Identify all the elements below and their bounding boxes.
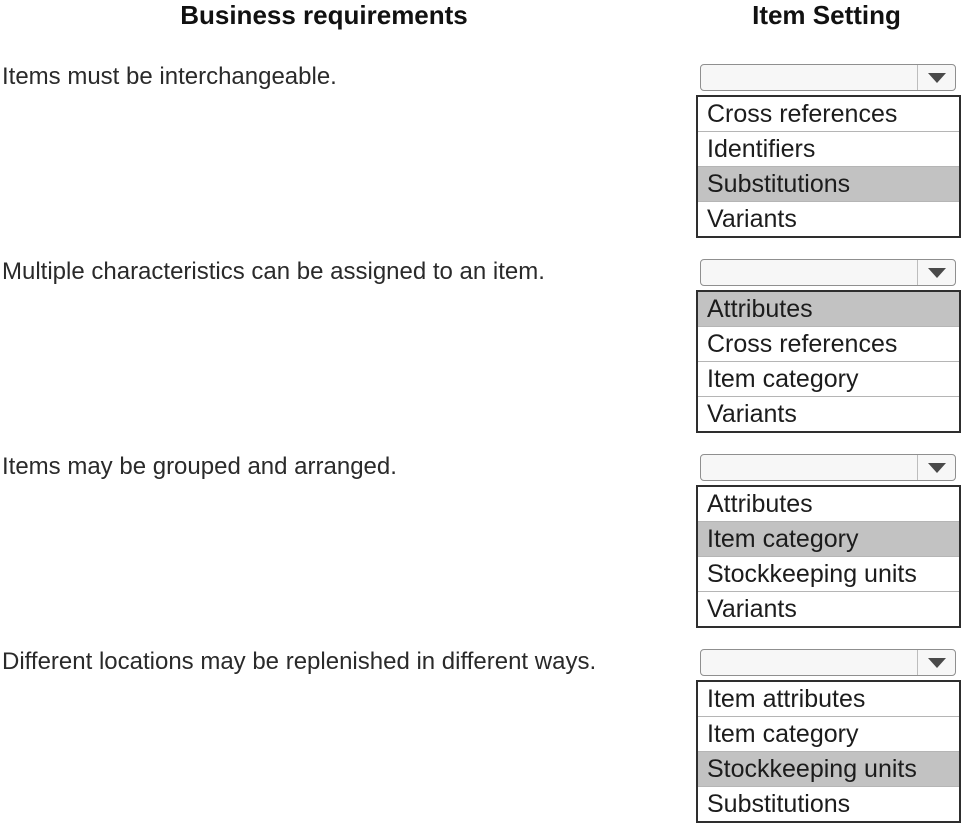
dropdown-options-list xyxy=(696,485,961,628)
dropdown-option[interactable]: Stockkeeping units xyxy=(698,751,959,786)
requirement-row xyxy=(0,253,963,448)
requirement-label: Different locations may be replenished in different ways. xyxy=(2,648,597,675)
requirement-label: Items must be interchangeable. xyxy=(2,63,337,90)
column-header-item-setting: Item Setting xyxy=(752,0,901,30)
dropdown-option[interactable]: Variants xyxy=(698,201,959,236)
requirement-row xyxy=(0,58,963,253)
dropdown-arrow-button[interactable] xyxy=(917,455,955,480)
dropdown-option[interactable]: Attributes xyxy=(707,490,813,518)
dropdown-option[interactable]: Item category xyxy=(698,361,959,396)
select-value xyxy=(701,260,917,285)
dropdown-arrow-button[interactable] xyxy=(917,260,955,285)
select-value xyxy=(701,650,917,675)
requirement-row xyxy=(0,448,963,643)
dropdown-option[interactable]: Cross references xyxy=(707,100,898,128)
chevron-down-icon xyxy=(928,658,946,668)
dropdown-option[interactable]: Item category xyxy=(698,521,959,556)
dropdown-option[interactable]: Item category xyxy=(698,716,959,751)
dropdown-option[interactable]: Cross references xyxy=(698,326,959,361)
select-value xyxy=(701,65,917,90)
dropdown-arrow-button[interactable] xyxy=(917,65,955,90)
dropdown-option[interactable]: Attributes xyxy=(698,292,959,326)
chevron-down-icon xyxy=(928,463,946,473)
column-header-business-requirements: Business requirements xyxy=(180,0,468,30)
requirement-label: Multiple characteristics can be assigned to an item. xyxy=(2,258,545,285)
dropdown-option[interactable]: Identifiers xyxy=(698,131,959,166)
dropdown-option[interactable]: Item attributes xyxy=(707,685,866,713)
requirement-label: Items may be grouped and arranged. xyxy=(2,453,397,480)
item-setting-select[interactable] xyxy=(700,259,956,286)
dropdown-option[interactable]: Stockkeeping units xyxy=(698,556,959,591)
chevron-down-icon xyxy=(928,73,946,83)
item-setting-select[interactable] xyxy=(700,454,956,481)
chevron-down-icon xyxy=(928,268,946,278)
dropdown-options-list xyxy=(696,680,961,823)
dropdown-option[interactable]: Substitutions xyxy=(698,166,959,201)
dropdown-options-list xyxy=(696,95,961,238)
requirement-row xyxy=(0,643,963,824)
item-setting-select[interactable] xyxy=(700,64,956,91)
select-value xyxy=(701,455,917,480)
dropdown-arrow-button[interactable] xyxy=(917,650,955,675)
dropdown-option[interactable]: Variants xyxy=(698,591,959,626)
dropdown-option[interactable]: Substitutions xyxy=(698,786,959,821)
item-setting-select[interactable] xyxy=(700,649,956,676)
dropdown-option[interactable]: Variants xyxy=(698,396,959,431)
dropdown-options-list xyxy=(696,290,961,433)
